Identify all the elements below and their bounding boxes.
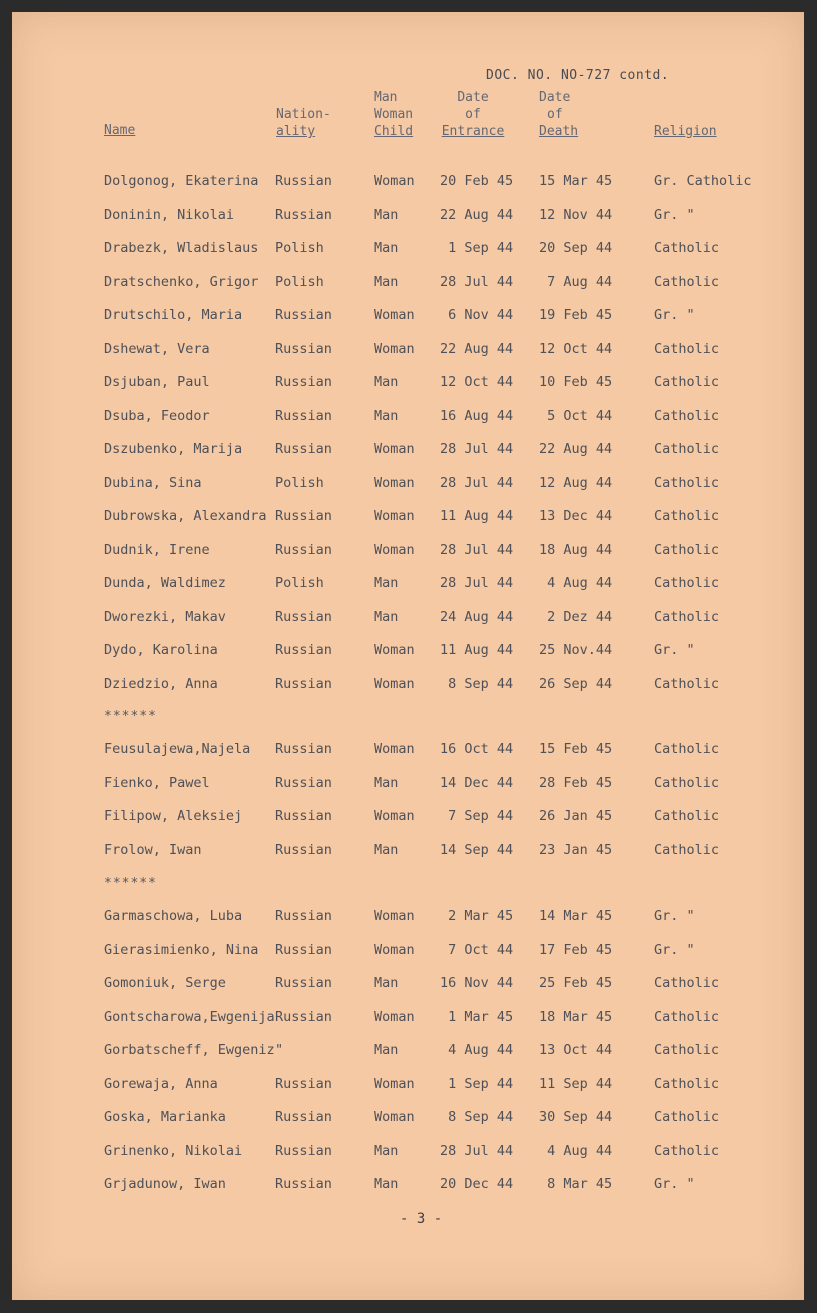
row-date-of-entrance: 28 Jul 44	[440, 1142, 514, 1159]
table-row	[12, 408, 804, 428]
row-date-of-entrance: 28 Jul 44	[440, 474, 514, 491]
header-nationality-line2: ality	[276, 124, 316, 139]
header-religion	[654, 123, 717, 140]
header-entrance-line2: of	[465, 107, 481, 122]
row-nationality: Russian	[275, 206, 332, 223]
row-nationality: Russian	[275, 908, 332, 924]
row-religion: Catholic	[654, 541, 720, 558]
row-name: Gomoniuk, Serge	[104, 975, 226, 991]
table-row	[12, 676, 804, 696]
row-religion: Catholic	[654, 1142, 720, 1159]
row-date-of-death: 12 Aug 44	[539, 474, 613, 491]
row-name: Drutschilo, Maria	[104, 307, 243, 323]
separator-2: ******	[104, 876, 157, 891]
table-row	[12, 173, 804, 193]
row-sex: Man	[374, 407, 399, 424]
table-row	[12, 374, 804, 394]
row-religion: Catholic	[654, 575, 720, 591]
row-nationality: Russian	[275, 675, 332, 692]
row-sex: Woman	[374, 474, 415, 491]
row-religion: Catholic	[654, 608, 720, 625]
row-date-of-death: 22 Aug 44	[539, 441, 613, 457]
row-date-of-death: 11 Sep 44	[539, 1075, 613, 1092]
header-nationality-line1: Nation-	[276, 107, 331, 122]
header-death-line2: of	[547, 107, 563, 122]
row-date-of-entrance: 7 Sep 44	[440, 808, 514, 824]
row-religion: Catholic	[654, 441, 720, 457]
table-row	[12, 307, 804, 327]
row-name: Dydo, Karolina	[104, 642, 218, 658]
header-name	[104, 122, 135, 139]
row-date-of-death: 26 Jan 45	[539, 808, 613, 824]
table-row	[12, 240, 804, 260]
header-name-label: Name	[104, 123, 136, 138]
table-row	[12, 775, 804, 795]
row-nationality: Russian	[275, 508, 332, 524]
row-religion: Gr. "	[654, 1176, 695, 1192]
row-nationality: Russian	[275, 608, 332, 625]
row-religion: Catholic	[654, 808, 720, 824]
row-date-of-entrance: 28 Jul 44	[440, 441, 514, 457]
row-date-of-entrance: 2 Mar 45	[440, 908, 514, 924]
row-name: Grjadunow, Iwan	[104, 1176, 226, 1192]
row-religion: Catholic	[654, 774, 720, 791]
row-date-of-entrance: 22 Aug 44	[440, 206, 514, 223]
row-nationality: Russian	[275, 1109, 332, 1125]
row-date-of-entrance: 11 Aug 44	[440, 642, 514, 658]
row-date-of-entrance: 24 Aug 44	[440, 608, 514, 625]
row-name: Gontscharowa,Ewgenija	[104, 1008, 275, 1025]
row-sex: Woman	[374, 741, 415, 757]
row-date-of-entrance: 7 Oct 44	[440, 941, 514, 958]
row-date-of-death: 13 Oct 44	[539, 1042, 613, 1058]
row-religion: Catholic	[654, 841, 720, 858]
header-religion-label: Religion	[654, 124, 717, 139]
row-date-of-entrance: 14 Sep 44	[440, 841, 514, 858]
row-sex: Woman	[374, 1075, 415, 1092]
table-row	[12, 542, 804, 562]
header-death-line3: Death	[539, 124, 579, 139]
row-religion: Gr. "	[654, 206, 695, 223]
row-sex: Woman	[374, 642, 415, 658]
row-date-of-death: 8 Mar 45	[539, 1176, 613, 1192]
row-date-of-death: 30 Sep 44	[539, 1109, 613, 1125]
row-religion: Catholic	[654, 508, 720, 524]
row-date-of-death: 15 Mar 45	[539, 173, 613, 189]
table-row	[12, 642, 804, 662]
separator-1: ******	[104, 709, 157, 724]
header-entrance	[440, 89, 506, 140]
table-row	[12, 575, 804, 595]
row-nationality: Russian	[275, 741, 332, 757]
row-date-of-death: 13 Dec 44	[539, 508, 613, 524]
row-date-of-entrance: 8 Sep 44	[440, 1109, 514, 1125]
row-sex: Woman	[374, 1008, 415, 1025]
row-sex: Man	[374, 206, 399, 223]
row-sex: Man	[374, 240, 399, 256]
table-row	[12, 908, 804, 928]
row-name: Grinenko, Nikolai	[104, 1142, 243, 1159]
row-religion: Gr. "	[654, 908, 695, 924]
table-row	[12, 1076, 804, 1096]
row-date-of-death: 28 Feb 45	[539, 774, 613, 791]
header-sex-line2: Woman	[374, 107, 414, 122]
row-nationality: Russian	[275, 774, 332, 791]
header-entrance-line3: Entrance	[441, 124, 505, 139]
row-sex: Man	[374, 273, 399, 290]
row-sex: Woman	[374, 173, 415, 189]
row-religion: Gr. "	[654, 642, 695, 658]
row-sex: Woman	[374, 541, 415, 558]
header-death-line1: Date	[539, 90, 571, 105]
table-row	[12, 1143, 804, 1163]
row-nationality: Russian	[275, 841, 332, 858]
row-religion: Catholic	[654, 1008, 720, 1025]
row-name: Dubrowska, Alexandra	[104, 508, 267, 524]
row-sex: Woman	[374, 1109, 415, 1125]
row-date-of-death: 10 Feb 45	[539, 374, 613, 390]
row-date-of-entrance: 1 Sep 44	[440, 1075, 514, 1092]
row-sex: Woman	[374, 307, 415, 323]
row-date-of-entrance: 16 Aug 44	[440, 407, 514, 424]
row-date-of-death: 4 Aug 44	[539, 1142, 613, 1159]
row-religion: Catholic	[654, 374, 720, 390]
row-date-of-entrance: 8 Sep 44	[440, 675, 514, 692]
row-religion: Catholic	[654, 273, 720, 290]
row-nationality: Polish	[275, 240, 324, 256]
row-date-of-death: 23 Jan 45	[539, 841, 613, 858]
row-date-of-entrance: 1 Sep 44	[440, 240, 514, 256]
row-religion: Catholic	[654, 474, 720, 491]
row-date-of-entrance: 1 Mar 45	[440, 1008, 514, 1025]
row-sex: Man	[374, 608, 399, 625]
row-nationality: Russian	[275, 541, 332, 558]
row-date-of-death: 25 Nov.44	[539, 642, 613, 658]
row-nationality: Russian	[275, 642, 332, 658]
row-date-of-death: 15 Feb 45	[539, 741, 613, 757]
row-sex: Woman	[374, 675, 415, 692]
row-name: Dshewat, Vera	[104, 340, 210, 357]
row-name: Dubina, Sina	[104, 474, 202, 491]
row-nationality: Polish	[275, 273, 324, 290]
row-religion: Catholic	[654, 1042, 720, 1058]
row-religion: Gr. "	[654, 941, 695, 958]
row-religion: Catholic	[654, 1109, 720, 1125]
row-religion: Catholic	[654, 340, 720, 357]
table-row	[12, 1109, 804, 1129]
row-date-of-entrance: 22 Aug 44	[440, 340, 514, 357]
row-sex: Man	[374, 975, 399, 991]
table-row	[12, 808, 804, 828]
row-date-of-death: 12 Oct 44	[539, 340, 613, 357]
row-sex: Woman	[374, 908, 415, 924]
header-sex-line3: Child	[374, 124, 414, 139]
row-date-of-entrance: 28 Jul 44	[440, 541, 514, 558]
table-row	[12, 609, 804, 629]
row-name: Dszubenko, Marija	[104, 441, 243, 457]
row-name: Dworezki, Makav	[104, 608, 226, 625]
header-nationality	[276, 106, 331, 140]
row-date-of-entrance: 16 Nov 44	[440, 975, 514, 991]
row-date-of-death: 2 Dez 44	[539, 608, 613, 625]
header-sex-line1: Man	[374, 90, 398, 105]
row-name: Drabezk, Wladislaus	[104, 240, 259, 256]
row-name: Dratschenko, Grigor	[104, 273, 259, 290]
row-nationality: Polish	[275, 575, 324, 591]
row-name: Dunda, Waldimez	[104, 575, 226, 591]
row-date-of-death: 18 Mar 45	[539, 1008, 613, 1025]
table-row	[12, 741, 804, 761]
table-row	[12, 1009, 804, 1029]
header-death	[539, 89, 578, 140]
row-sex: Woman	[374, 941, 415, 958]
row-nationality: Russian	[275, 1142, 332, 1159]
row-sex: Man	[374, 575, 399, 591]
table-row	[12, 1042, 804, 1062]
row-date-of-entrance: 28 Jul 44	[440, 273, 514, 290]
row-nationality: Russian	[275, 808, 332, 824]
row-date-of-entrance: 14 Dec 44	[440, 774, 514, 791]
row-religion: Catholic	[654, 675, 720, 692]
row-sex: Woman	[374, 508, 415, 524]
table-row	[12, 975, 804, 995]
row-name: Gierasimienko, Nina	[104, 941, 259, 958]
row-date-of-death: 26 Sep 44	[539, 675, 613, 692]
row-date-of-death: 5 Oct 44	[539, 407, 613, 424]
row-date-of-entrance: 28 Jul 44	[440, 575, 514, 591]
row-date-of-entrance: 12 Oct 44	[440, 374, 514, 390]
row-nationality: Russian	[275, 975, 332, 991]
row-name: Goska, Marianka	[104, 1109, 226, 1125]
table-row	[12, 441, 804, 461]
row-name: Gorbatscheff, Ewgeniz	[104, 1042, 275, 1058]
row-sex: Man	[374, 374, 399, 390]
row-name: Dudnik, Irene	[104, 541, 210, 558]
row-sex: Man	[374, 841, 399, 858]
table-row	[12, 1176, 804, 1196]
row-date-of-entrance: 20 Dec 44	[440, 1176, 514, 1192]
row-date-of-death: 20 Sep 44	[539, 240, 613, 256]
row-nationality: Russian	[275, 1075, 332, 1092]
row-date-of-death: 17 Feb 45	[539, 941, 613, 958]
table-row	[12, 508, 804, 528]
row-name: Frolow, Iwan	[104, 841, 202, 858]
row-date-of-entrance: 16 Oct 44	[440, 741, 514, 757]
document-number: DOC. NO. NO-727 contd.	[486, 68, 670, 83]
row-date-of-death: 12 Nov 44	[539, 206, 613, 223]
row-nationality: Polish	[275, 474, 324, 491]
row-nationality: Russian	[275, 340, 332, 357]
row-name: Dsuba, Feodor	[104, 407, 210, 424]
header-sex	[374, 89, 413, 140]
row-date-of-death: 19 Feb 45	[539, 307, 613, 323]
table-row	[12, 842, 804, 862]
table-row	[12, 207, 804, 227]
table-row	[12, 475, 804, 495]
row-religion: Catholic	[654, 975, 720, 991]
row-date-of-entrance: 11 Aug 44	[440, 508, 514, 524]
row-name: Doninin, Nikolai	[104, 206, 235, 223]
row-nationality: Russian	[275, 307, 332, 323]
row-religion: Gr. "	[654, 307, 695, 323]
table-row	[12, 942, 804, 962]
row-nationality: Russian	[275, 1008, 332, 1025]
row-nationality: Russian	[275, 441, 332, 457]
table-row	[12, 341, 804, 361]
row-name: Dsjuban, Paul	[104, 374, 210, 390]
row-date-of-death: 7 Aug 44	[539, 273, 613, 290]
page-number: - 3 -	[400, 1211, 443, 1227]
row-date-of-death: 4 Aug 44	[539, 575, 613, 591]
row-religion: Catholic	[654, 240, 720, 256]
row-nationality: Russian	[275, 941, 332, 958]
row-name: Feusulajewa,Najela	[104, 741, 251, 757]
row-date-of-entrance: 6 Nov 44	[440, 307, 514, 323]
header-entrance-line1: Date	[457, 90, 489, 105]
row-name: Filipow, Aleksiej	[104, 808, 243, 824]
row-sex: Man	[374, 774, 399, 791]
row-date-of-entrance: 4 Aug 44	[440, 1042, 514, 1058]
row-religion: Catholic	[654, 741, 720, 757]
row-sex: Man	[374, 1142, 399, 1159]
row-religion: Catholic	[654, 407, 720, 424]
row-name: Dziedzio, Anna	[104, 675, 218, 692]
row-date-of-death: 25 Feb 45	[539, 975, 613, 991]
row-sex: Woman	[374, 441, 415, 457]
row-nationality: Russian	[275, 1176, 332, 1192]
row-nationality: Russian	[275, 407, 332, 424]
row-date-of-entrance: 20 Feb 45	[440, 173, 514, 189]
row-sex: Woman	[374, 340, 415, 357]
row-name: Garmaschowa, Luba	[104, 908, 243, 924]
row-name: Fienko, Pawel	[104, 774, 210, 791]
row-nationality: Russian	[275, 374, 332, 390]
row-name: Gorewaja, Anna	[104, 1075, 218, 1092]
row-nationality: "	[275, 1042, 284, 1058]
row-sex: Man	[374, 1042, 399, 1058]
table-row	[12, 274, 804, 294]
row-sex: Man	[374, 1176, 399, 1192]
row-date-of-death: 14 Mar 45	[539, 908, 613, 924]
row-religion: Gr. Catholic	[654, 173, 752, 189]
row-name: Dolgonog, Ekaterina	[104, 173, 259, 189]
row-religion: Catholic	[654, 1075, 720, 1092]
document-page	[12, 12, 804, 1300]
row-sex: Woman	[374, 808, 415, 824]
row-date-of-death: 18 Aug 44	[539, 541, 613, 558]
row-nationality: Russian	[275, 173, 332, 189]
